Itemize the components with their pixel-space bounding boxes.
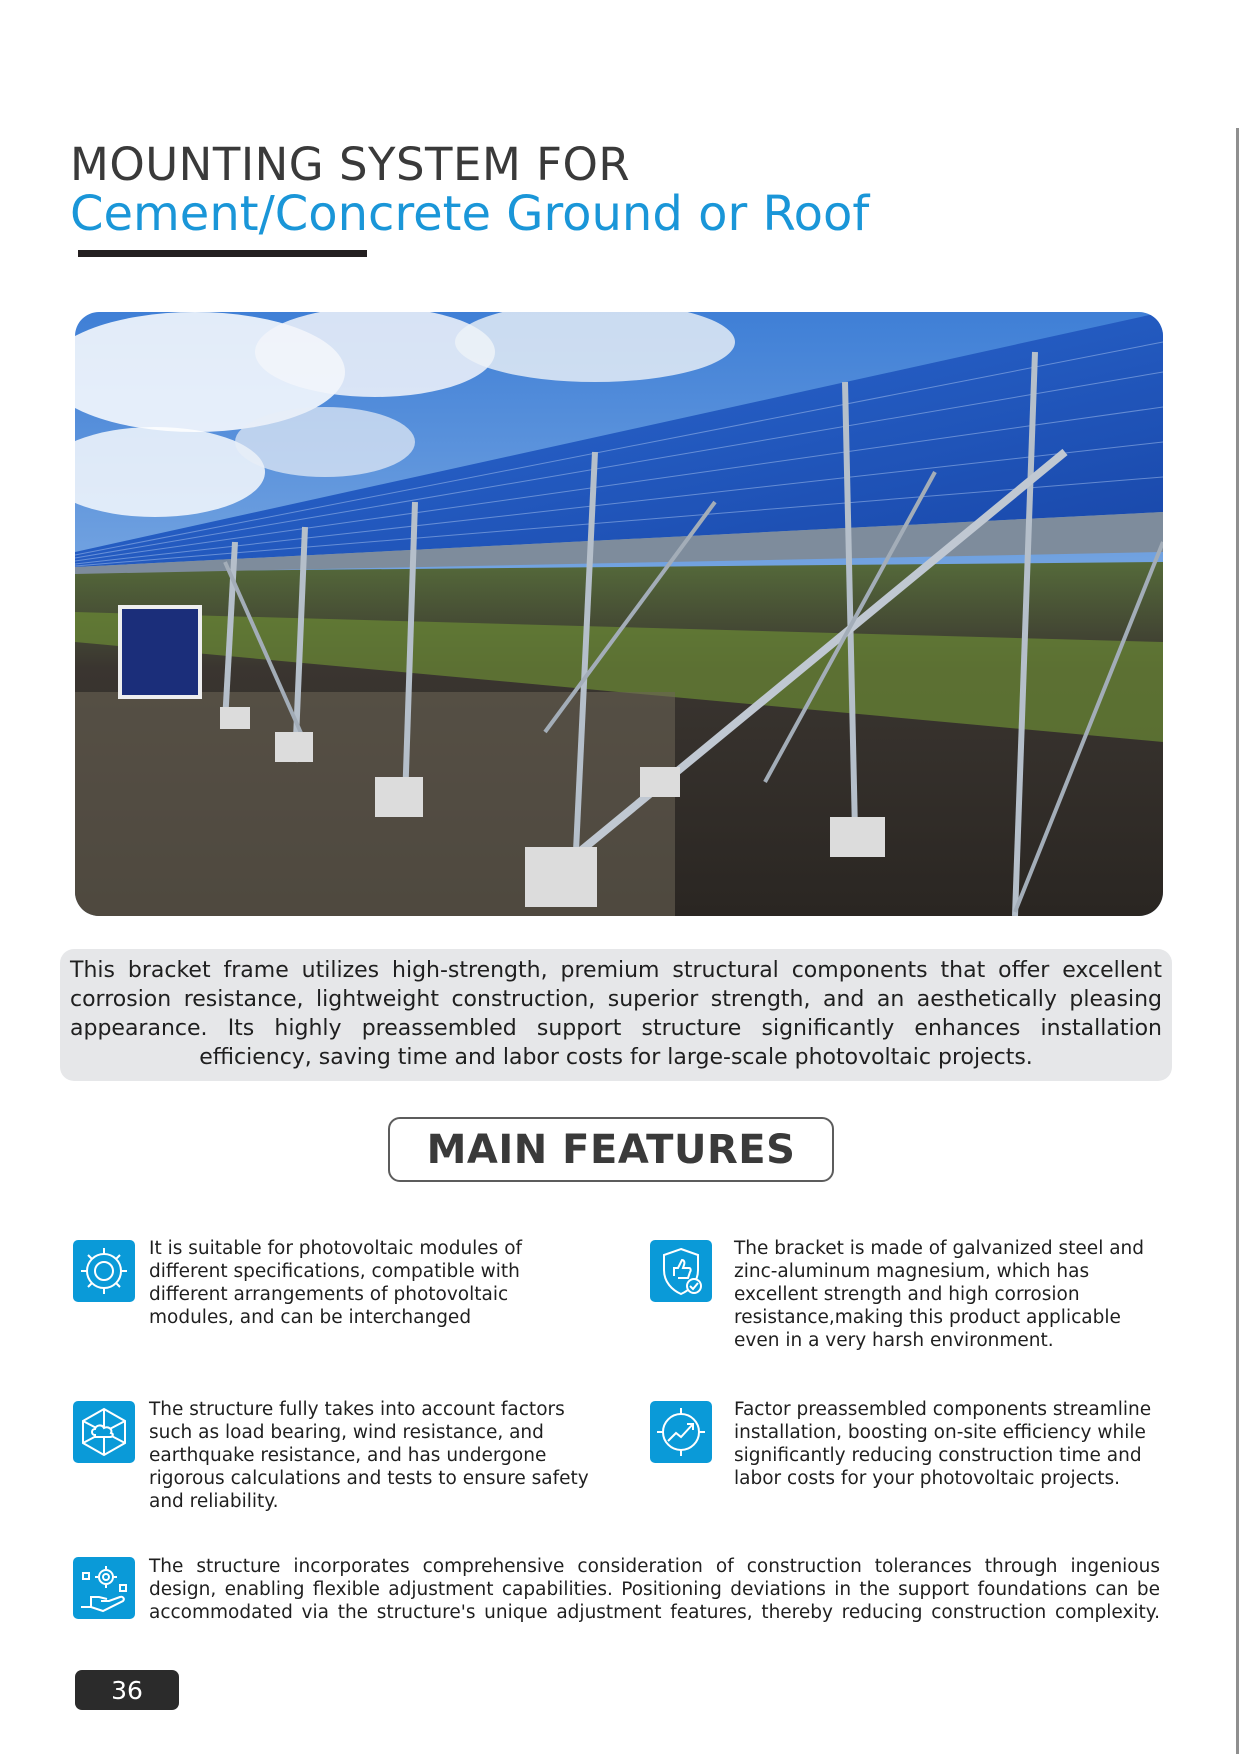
solar-module-gear-icon <box>73 1240 135 1302</box>
page-number-badge <box>75 1670 179 1710</box>
shield-thumbs-up-icon <box>650 1240 712 1302</box>
gear-growth-chart-icon <box>650 1401 712 1463</box>
hero-photo-solar-array <box>75 312 1163 916</box>
page-title-line2: Cement/Concrete Ground or Roof <box>70 186 870 242</box>
feature-text-efficiency: Factor preassembled components streamline installation, boosting on-site efficiency while significantly reducing construction time and labor costs for your photovoltaic projects. <box>734 1399 1152 1489</box>
page-title-line1: MOUNTING SYSTEM FOR <box>70 138 631 191</box>
feature-text-material: The bracket is made of galvanized steel and zinc-aluminum magnesium, which has excellent strength and high corrosion resistance,making this product applicable even in a very harsh environment. <box>734 1238 1145 1351</box>
feature-text-adjustment: The structure incorporates comprehensive consideration of construction tolerances through ingenious design, enabling flexible adjustment capabilities. Positioning deviations in the support foundations can be accommodated via the structure's unique adjustment features, thereby reducing construction complexity. <box>149 1556 1160 1623</box>
main-features-heading-box <box>388 1117 834 1182</box>
description-text: This bracket frame utilizes high-strength, premium structural components that offer excellent corrosion resistance, lightweight construction, superior strength, and an aesthetically pleasing appearance. Its highly preassembled support structure significantly enhances installation efficiency, saving time and labor costs for large-scale photovoltaic projects. <box>70 958 1162 1070</box>
title-underline <box>78 250 367 257</box>
page-number: 36 <box>111 1675 143 1705</box>
feature-text-safety: The structure fully takes into account factors such as load bearing, wind resistance, and earthquake resistance, and has undergone rigorous calculations and tests to ensure safety and reliability. <box>149 1399 589 1512</box>
hand-gear-icon <box>73 1557 135 1619</box>
main-features-heading: MAIN FEATURES <box>426 1126 796 1173</box>
feature-text-compatibility: It is suitable for photovoltaic modules of different specifications, compatible with different arrangements of photovoltaic modules, and can be interchanged <box>149 1238 523 1328</box>
network-cloud-icon <box>73 1401 135 1463</box>
page-edge-shadow <box>1236 128 1239 1754</box>
